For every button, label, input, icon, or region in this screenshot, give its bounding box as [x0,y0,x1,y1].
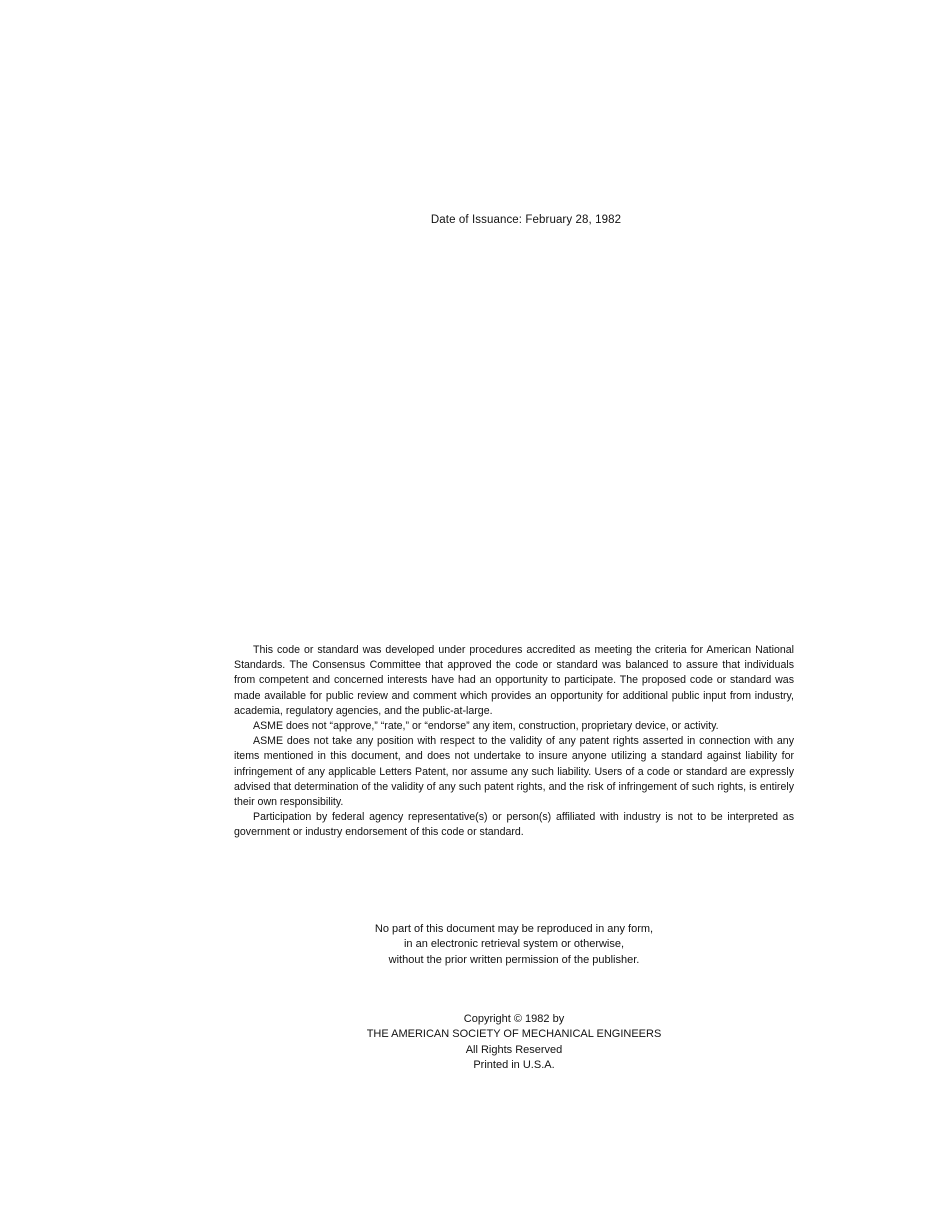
rights-reserved: All Rights Reserved [465,1043,563,1056]
patent-paragraph: ASME does not take any position with respect to the validity of any patent rights asserted in connection with any items mentioned in this document, and does not undertake to insure anyone utilizing a standard against liability for infringement of any applicable Letters Patent, nor assume any such liability. Users of a code or standard are expressly advised that determination of the validity of any such patent rights, and the risk of infringement of such rights, is entirely their own responsibility. [234,735,794,809]
publisher-name: THE AMERICAN SOCIETY OF MECHANICAL ENGINEERS [366,1028,662,1041]
printed-in: Printed in U.S.A. [473,1058,555,1071]
date-of-issuance: Date of Issuance: February 28, 1982 [430,214,622,226]
endorsement-paragraph: ASME does not “approve,” “rate,” or “endorse” any item, construction, proprietary device, or activity. [253,720,719,733]
reproduction-line: in an electronic retrieval system or otherwise, [403,938,625,951]
copyright-block [314,1012,714,1073]
accreditation-paragraph: This code or standard was developed under procedures accredited as meeting the criteria for American National Standards. The Consensus Committee that approved the code or standard was balanced to assure that individuals from competent and concerned interests have had an opportunity to participate. The proposed code or standard was made available for public review and comment which provides an opportunity for additional public input from industry, academia, regulatory agencies, and the public-at-large. [234,644,794,717]
copyright-line: Copyright © 1982 by [463,1013,565,1025]
reproduction-line: without the prior written permission of the publisher. [388,953,640,966]
reproduction-notice [314,922,714,968]
participation-paragraph: Participation by federal agency representative(s) or person(s) affiliated with industry is not to be interpreted as government or industry endorsement of this code or standard. [234,811,794,839]
reproduction-line: No part of this document may be reproduced in any form, [374,923,654,935]
legal-notice [234,643,794,841]
